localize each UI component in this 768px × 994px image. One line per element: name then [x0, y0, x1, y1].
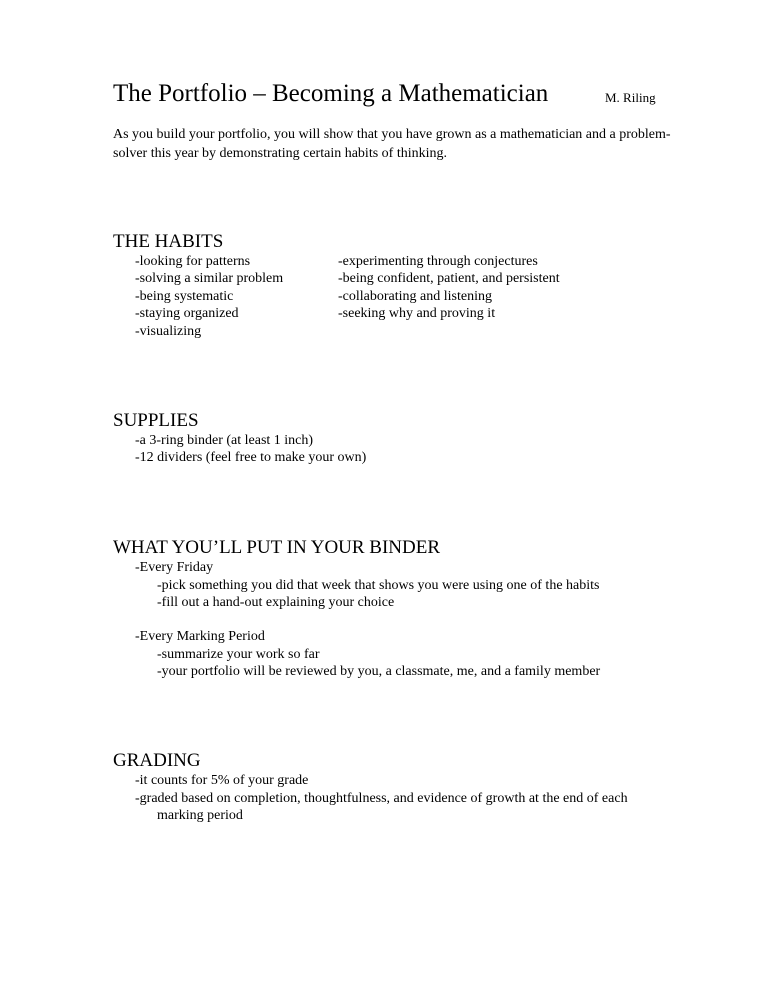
- habit-item: -looking for patterns: [135, 254, 251, 269]
- habit-item: -experimenting through conjectures: [338, 254, 538, 269]
- binder-friday-label: -Every Friday: [135, 560, 214, 575]
- habits-heading: THE HABITS: [113, 231, 224, 252]
- habit-item: -collaborating and listening: [338, 289, 492, 304]
- binder-heading: WHAT YOU’LL PUT IN YOUR BINDER: [113, 537, 441, 558]
- intro-paragraph: As you build your portfolio, you will show that you have grown as a mathematician and a problem-solver this year by demonstrating certain habits of thinking.: [113, 127, 671, 161]
- binder-marking-item: -your portfolio will be reviewed by you, a classmate, me, and a family member: [157, 664, 601, 679]
- habit-item: -being systematic: [135, 289, 234, 304]
- supplies-heading: SUPPLIES: [113, 410, 199, 431]
- habit-item: -being confident, patient, and persistent: [338, 271, 560, 286]
- binder-friday-item: -pick something you did that week that shows you were using one of the habits: [157, 578, 600, 593]
- grading-item: -graded based on completion, thoughtfulness, and evidence of growth at the end of each: [135, 791, 628, 806]
- grading-item: -it counts for 5% of your grade: [135, 773, 309, 788]
- page-title: The Portfolio – Becoming a Mathematician: [113, 80, 549, 107]
- supply-item: -12 dividers (feel free to make your own): [135, 450, 367, 465]
- binder-marking-label: -Every Marking Period: [135, 629, 265, 644]
- habit-item: -seeking why and proving it: [338, 306, 496, 321]
- binder-marking-item: -summarize your work so far: [157, 647, 320, 662]
- author-name: M. Riling: [605, 90, 656, 105]
- habit-item: -visualizing: [135, 324, 202, 339]
- grading-item-continuation: marking period: [157, 808, 243, 823]
- grading-heading: GRADING: [113, 750, 201, 771]
- supply-item: -a 3-ring binder (at least 1 inch): [135, 433, 314, 448]
- habit-item: -solving a similar problem: [135, 271, 284, 286]
- habit-item: -staying organized: [135, 306, 239, 321]
- binder-friday-item: -fill out a hand-out explaining your choice: [157, 595, 395, 610]
